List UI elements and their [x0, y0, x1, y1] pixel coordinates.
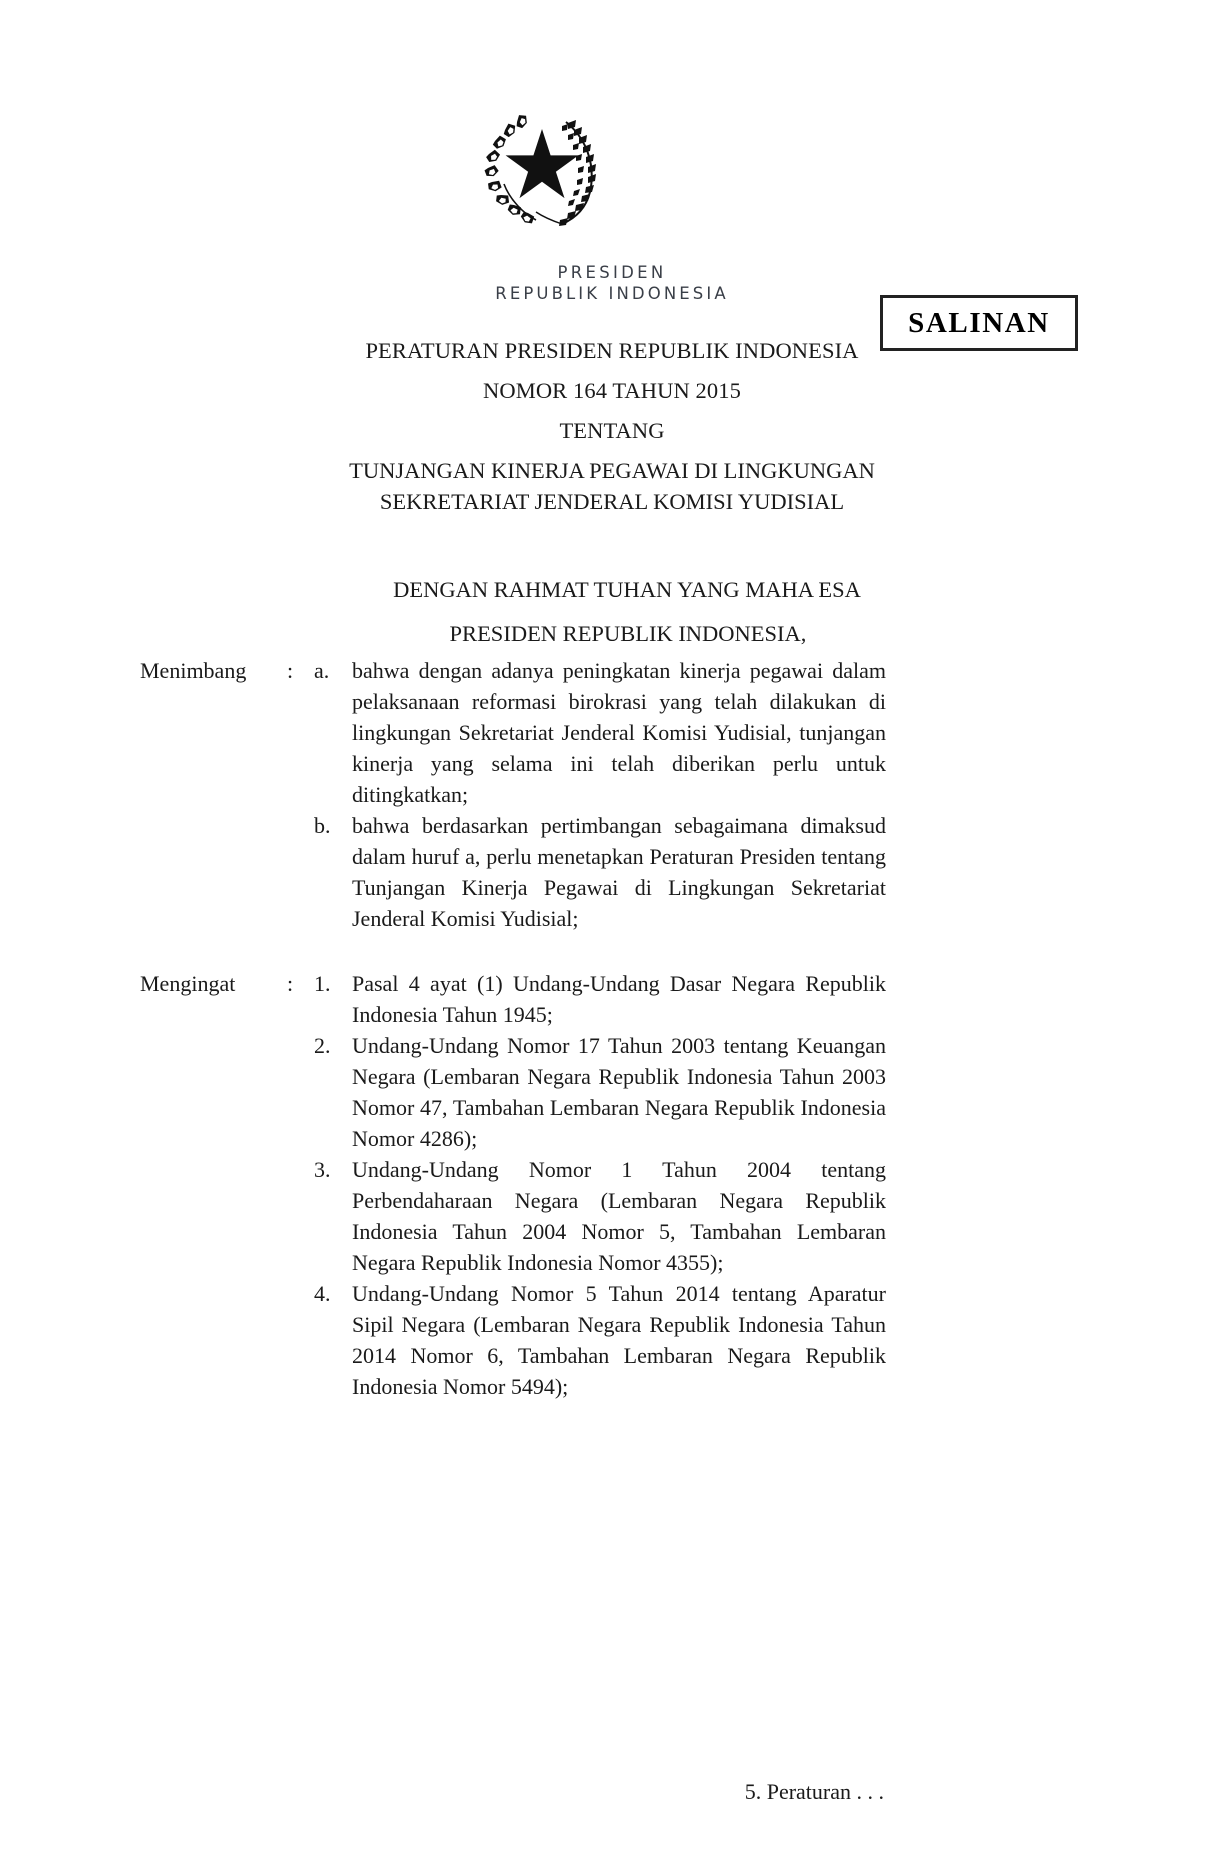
letterhead-line-2: REPUBLIK INDONESIA: [495, 284, 729, 303]
document-title-block: [0, 331, 1224, 517]
clause-item: [0, 655, 1224, 810]
clause-text: Pasal 4 ayat (1) Undang-Undang Dasar Negara Republik Indonesia Tahun 1945;: [352, 971, 886, 1027]
clause-item: [0, 1278, 1224, 1402]
title-line-regulation: PERATURAN PRESIDEN REPUBLIK INDONESIA: [365, 338, 859, 363]
section-mengingat: [0, 968, 1224, 1402]
clause-marker: 1.: [314, 971, 331, 996]
page-continuation-note: 5. Peraturan . . .: [744, 1779, 884, 1804]
clause-text: bahwa berdasarkan pertimbangan sebagaimana dimaksud dalam huruf a, perlu menetapkan Peraturan Presiden tentang Tunjangan Kinerja Pegawai di Lingkungan Sekretariat Jenderal Komisi Yudisial;: [352, 813, 886, 931]
title-line-about: TENTANG: [559, 418, 665, 443]
letterhead: [0, 262, 1224, 304]
preamble-blessing: DENGAN RAHMAT TUHAN YANG MAHA ESA: [393, 577, 861, 602]
clause-marker: 4.: [314, 1281, 331, 1306]
section-mengingat-items: [0, 968, 1224, 1402]
clause-marker: a.: [314, 658, 330, 683]
clause-item: [0, 1154, 1224, 1278]
clause-item: [0, 968, 1224, 1030]
salinan-stamp-label: SALINAN: [908, 306, 1050, 339]
subject-line-1: TUNJANGAN KINERJA PEGAWAI DI LINGKUNGAN: [349, 458, 875, 483]
clause-marker: 3.: [314, 1157, 331, 1182]
clause-marker: 2.: [314, 1033, 331, 1058]
clause-marker: b.: [314, 813, 331, 838]
section-menimbang: [0, 655, 1224, 934]
clause-text: Undang-Undang Nomor 1 Tahun 2004 tentang Perbendaharaan Negara (Lembaran Negara Republik Indonesia Tahun 2004 Nomor 5, Tambahan Lembaran Negara Republik Indonesia Nomor 4355);: [352, 1157, 886, 1275]
subject-line-2: SEKRETARIAT JENDERAL KOMISI YUDISIAL: [379, 489, 845, 514]
clause-text: Undang-Undang Nomor 17 Tahun 2003 tentang Keuangan Negara (Lembaran Negara Republik Indonesia Tahun 2003 Nomor 47, Tambahan Lembaran Negara Republik Indonesia Nomor 4286);: [352, 1033, 886, 1151]
section-menimbang-colon: :: [287, 658, 294, 683]
clause-item: [0, 1030, 1224, 1154]
document-preamble: [0, 568, 1224, 656]
letterhead-line-1: PRESIDEN: [557, 263, 667, 282]
clause-text: bahwa dengan adanya peningkatan kinerja pegawai dalam pelaksanaan reformasi birokrasi yang telah dilakukan di lingkungan Sekretariat Jenderal Komisi Yudisial, tunjangan kinerja yang selama ini telah diberikan perlu untuk ditingkatkan;: [352, 658, 886, 807]
preamble-signatory: PRESIDEN REPUBLIK INDONESIA,: [449, 621, 807, 646]
document-subject: [0, 455, 1224, 517]
indonesian-presidential-emblem-icon: [462, 96, 622, 246]
section-menimbang-items: [0, 655, 1224, 934]
title-line-number: NOMOR 164 TAHUN 2015: [483, 378, 741, 403]
clause-item: [0, 810, 1224, 934]
clause-sections: [0, 655, 1224, 1402]
section-mengingat-label: Mengingat: [140, 971, 236, 996]
clause-text: Undang-Undang Nomor 5 Tahun 2014 tentang Aparatur Sipil Negara (Lembaran Negara Republik Indonesia Tahun 2014 Nomor 6, Tambahan Lembaran Negara Republik Indonesia Nomor 5494);: [352, 1281, 886, 1399]
section-spacer: [0, 934, 1224, 968]
section-mengingat-colon: :: [287, 971, 294, 996]
section-menimbang-label: Menimbang: [140, 658, 247, 683]
